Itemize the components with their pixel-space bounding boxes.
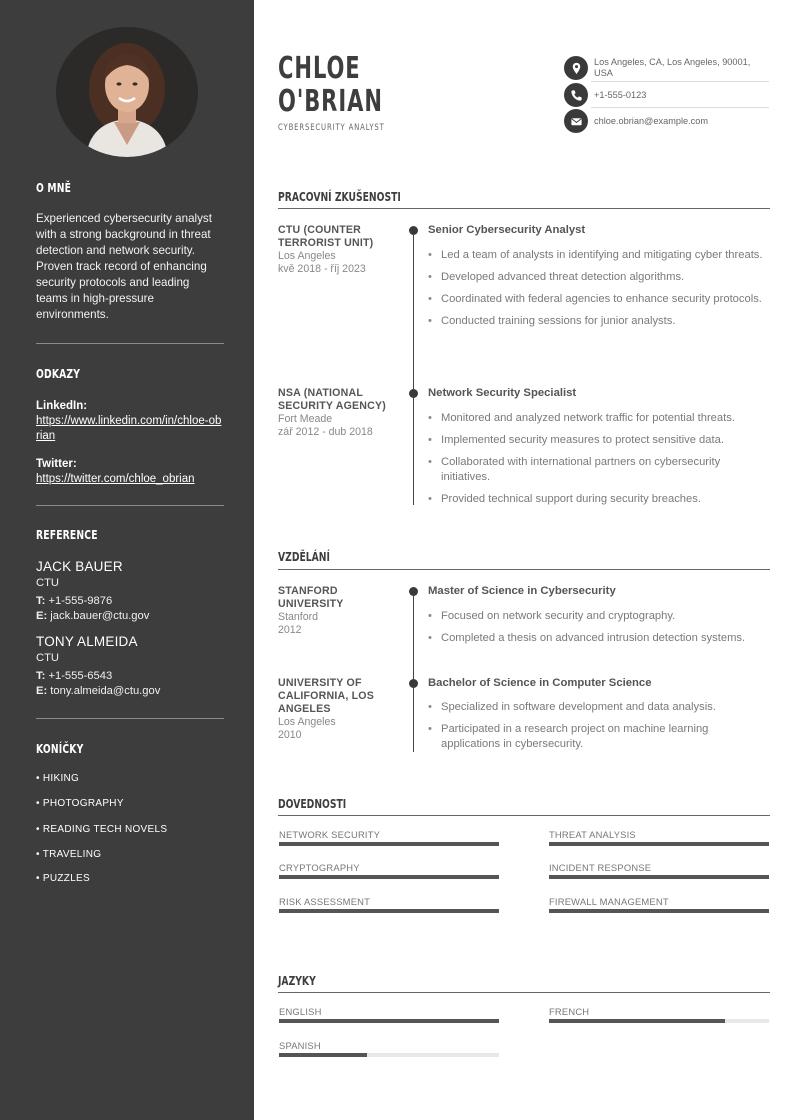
org-dates: zář 2012 - dub 2018 bbox=[278, 426, 373, 438]
timeline-dot bbox=[409, 389, 418, 398]
skill-label: INCIDENT RESPONSE bbox=[549, 862, 652, 873]
about-text: Experienced cybersecurity analyst with a strong background in threat detection and network security. Proven track record of enhancing security protocols and leading teams in high-pressure environments. bbox=[36, 212, 212, 321]
reference-name: TONY ALMEIDA bbox=[36, 634, 138, 649]
reference-phone: T: +1-555-9876 bbox=[36, 595, 113, 607]
contact-address bbox=[564, 56, 769, 80]
reference-email: E: tony.almeida@ctu.gov bbox=[36, 685, 161, 697]
skill-label: NETWORK SECURITY bbox=[279, 829, 381, 840]
language-bar-fill bbox=[549, 1019, 725, 1023]
languages-heading: JAZYKY bbox=[278, 973, 316, 988]
bullet-item: • Monitored and analyzed network traffic for potential threats. bbox=[428, 411, 768, 426]
skill-item bbox=[549, 829, 769, 846]
link-label: Twitter: bbox=[36, 458, 77, 470]
org-dates: 2010 bbox=[278, 729, 302, 741]
skill-bar-fill bbox=[279, 875, 499, 879]
section-rule bbox=[278, 208, 770, 209]
reference-org: CTU bbox=[36, 652, 59, 664]
link-item-twitter bbox=[36, 456, 222, 487]
references-heading: REFERENCE bbox=[36, 527, 98, 542]
bullet-item: • Collaborated with international partners on cybersecurity initiatives. bbox=[428, 455, 768, 484]
bullet-item: • Completed a thesis on advanced intrusion detection systems. bbox=[428, 631, 768, 646]
skill-bar bbox=[279, 875, 499, 879]
envelope-icon bbox=[564, 109, 588, 133]
org-dates: 2012 bbox=[278, 624, 302, 636]
section-rule bbox=[278, 815, 770, 816]
skill-bar-fill bbox=[549, 875, 769, 879]
language-bar bbox=[549, 1019, 769, 1023]
bullet-item: • Coordinated with federal agencies to enhance security protocols. bbox=[428, 292, 768, 307]
skill-bar bbox=[549, 875, 769, 879]
contact-email bbox=[564, 109, 769, 133]
skill-bar bbox=[279, 842, 499, 846]
bullet-item: • Implemented security measures to protect sensitive data. bbox=[428, 433, 768, 448]
education-org bbox=[278, 677, 403, 742]
education-org bbox=[278, 585, 403, 637]
org-name: STANFORD UNIVERSITY bbox=[278, 585, 344, 610]
org-location: Los Angeles bbox=[278, 250, 336, 262]
first-name: CHLOE bbox=[278, 51, 361, 86]
email-text[interactable]: chloe.obrian@example.com bbox=[594, 115, 709, 126]
link-label: LinkedIn: bbox=[36, 400, 88, 412]
reference-phone: T: +1-555-6543 bbox=[36, 670, 113, 682]
hobby-item: • PHOTOGRAPHY bbox=[36, 798, 124, 809]
skill-bar bbox=[549, 909, 769, 913]
last-name: O'BRIAN bbox=[278, 84, 383, 119]
section-rule bbox=[278, 569, 770, 570]
hobby-item: • PUZZLES bbox=[36, 873, 90, 884]
profile-photo bbox=[56, 27, 198, 157]
full-name bbox=[278, 52, 383, 118]
job-title: CYBERSECURITY ANALYST bbox=[278, 123, 385, 133]
links-heading: ODKAZY bbox=[36, 366, 81, 381]
org-name: UNIVERSITY OF CALIFORNIA, LOS ANGELES bbox=[278, 677, 374, 715]
skill-item bbox=[279, 862, 499, 879]
bullet-item: • Led a team of analysts in identifying and mitigating cyber threats. bbox=[428, 248, 768, 263]
language-label: ENGLISH bbox=[279, 1006, 322, 1017]
contact-phone bbox=[564, 83, 769, 107]
skill-bar-fill bbox=[279, 842, 499, 846]
language-item bbox=[279, 1040, 499, 1057]
hobby-item: • TRAVELING bbox=[36, 849, 102, 860]
role-title: Senior Cybersecurity Analyst bbox=[428, 224, 586, 236]
timeline-line bbox=[413, 230, 414, 505]
language-item bbox=[279, 1006, 499, 1023]
contact-divider bbox=[591, 107, 769, 108]
address-text: Los Angeles, CA, Los Angeles, 90001, USA bbox=[594, 57, 751, 78]
hobby-item: • HIKING bbox=[36, 773, 80, 784]
skill-item bbox=[549, 896, 769, 913]
bullet-item: • Participated in a research project on machine learning applications in cybersecurity. bbox=[428, 722, 768, 751]
education-heading: VZDĚLÁNÍ bbox=[278, 549, 330, 564]
bullet-item: • Provided technical support during security breaches. bbox=[428, 492, 768, 507]
skill-bar bbox=[279, 909, 499, 913]
experience-org bbox=[278, 387, 403, 439]
link-item-linkedin bbox=[36, 398, 222, 444]
language-item bbox=[549, 1006, 769, 1023]
org-name: CTU (COUNTER TERRORIST UNIT) bbox=[278, 224, 374, 249]
timeline-dot bbox=[409, 587, 418, 596]
language-bar-fill bbox=[279, 1019, 499, 1023]
skill-label: THREAT ANALYSIS bbox=[549, 829, 636, 840]
degree-title: Master of Science in Cybersecurity bbox=[428, 585, 616, 597]
skill-item bbox=[549, 862, 769, 879]
bullet-item: • Developed advanced threat detection algorithms. bbox=[428, 270, 768, 285]
experience-heading: PRACOVNÍ ZKUŠENOSTI bbox=[278, 189, 401, 204]
about-heading: O MNĚ bbox=[36, 180, 72, 195]
phone-icon bbox=[564, 83, 588, 107]
sidebar-divider bbox=[36, 718, 224, 719]
profile-photo-image bbox=[56, 27, 198, 157]
skill-label: RISK ASSESSMENT bbox=[279, 896, 371, 907]
hobbies-heading: KONÍČKY bbox=[36, 741, 84, 756]
org-dates: kvě 2018 - říj 2023 bbox=[278, 263, 366, 275]
hobby-item: • READING TECH NOVELS bbox=[36, 824, 168, 835]
bullet-item: • Specialized in software development and data analysis. bbox=[428, 700, 768, 715]
timeline-line bbox=[413, 591, 414, 752]
sidebar-divider bbox=[36, 343, 224, 344]
section-rule bbox=[278, 992, 770, 993]
timeline-dot bbox=[409, 226, 418, 235]
skill-bar-fill bbox=[549, 842, 769, 846]
contact-divider bbox=[591, 81, 769, 82]
bullet-item: • Focused on network security and cryptography. bbox=[428, 609, 768, 624]
org-location: Los Angeles bbox=[278, 716, 336, 728]
skill-bar-fill bbox=[549, 909, 769, 913]
bullet-item: • Conducted training sessions for junior analysts. bbox=[428, 314, 768, 329]
experience-org bbox=[278, 224, 403, 276]
phone-text[interactable]: +1-555-0123 bbox=[594, 89, 647, 100]
sidebar-divider bbox=[36, 505, 224, 506]
role-bullets bbox=[428, 411, 768, 514]
language-bar-fill bbox=[279, 1053, 367, 1057]
degree-bullets bbox=[428, 609, 768, 653]
org-location: Fort Meade bbox=[278, 413, 333, 425]
skill-bar bbox=[549, 842, 769, 846]
skill-item bbox=[279, 896, 499, 913]
skill-bar-fill bbox=[279, 909, 499, 913]
org-name: NSA (NATIONAL SECURITY AGENCY) bbox=[278, 387, 386, 412]
org-location: Stanford bbox=[278, 611, 319, 623]
sidebar bbox=[0, 0, 254, 1120]
role-bullets bbox=[428, 248, 768, 336]
language-label: FRENCH bbox=[549, 1006, 590, 1017]
degree-bullets bbox=[428, 700, 768, 759]
skills-heading: DOVEDNOSTI bbox=[278, 796, 347, 811]
skill-label: FIREWALL MANAGEMENT bbox=[549, 896, 669, 907]
reference-org: CTU bbox=[36, 577, 59, 589]
language-label: SPANISH bbox=[279, 1040, 321, 1051]
language-bar bbox=[279, 1053, 499, 1057]
role-title: Network Security Specialist bbox=[428, 387, 577, 399]
skill-label: CRYPTOGRAPHY bbox=[279, 862, 360, 873]
reference-name: JACK BAUER bbox=[36, 559, 123, 574]
timeline-dot bbox=[409, 679, 418, 688]
linkedin-link[interactable]: https://www.linkedin.com/in/chloe-obrian bbox=[36, 415, 222, 442]
language-bar bbox=[279, 1019, 499, 1023]
reference-email: E: jack.bauer@ctu.gov bbox=[36, 610, 150, 622]
location-pin-icon bbox=[564, 56, 588, 80]
skill-item bbox=[279, 829, 499, 846]
twitter-link[interactable]: https://twitter.com/chloe_obrian bbox=[36, 473, 195, 485]
degree-title: Bachelor of Science in Computer Science bbox=[428, 677, 652, 689]
